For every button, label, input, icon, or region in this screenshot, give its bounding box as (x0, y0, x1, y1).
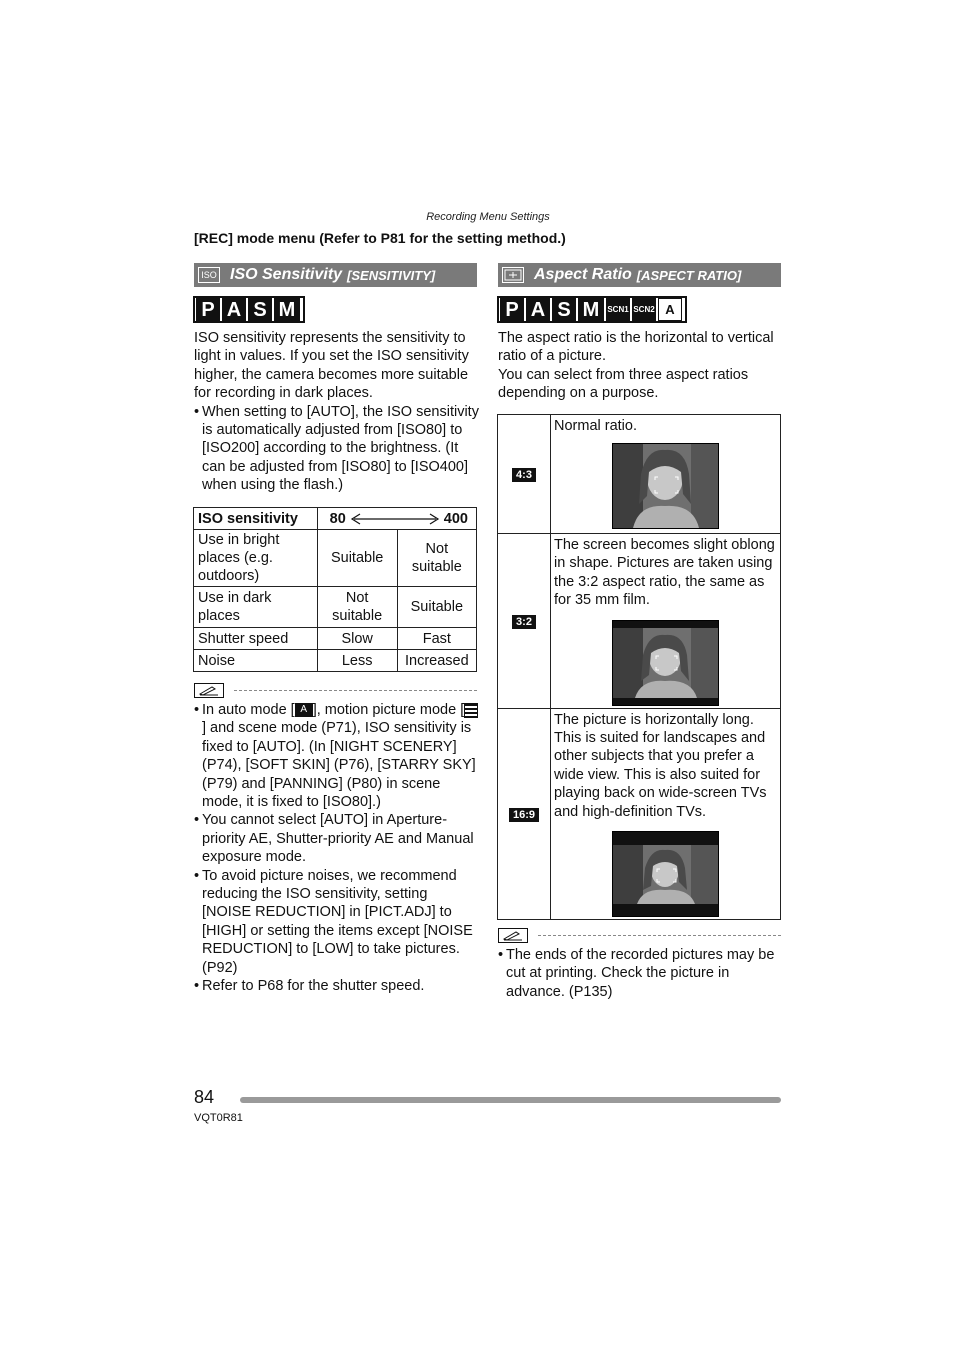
iso-head-high: 400 (443, 510, 468, 527)
iso-table-head-range (317, 508, 476, 530)
aspect-section-bar (498, 263, 781, 287)
iso-note-auto-mode (194, 701, 479, 811)
auto-mode-icon: A (658, 298, 682, 321)
auto-mode-icon: A (295, 703, 313, 717)
iso-row-label: Shutter speed (194, 628, 318, 650)
iso-row-high: Not suitable (397, 530, 476, 587)
mode-a-icon: A (222, 298, 246, 321)
table-row (194, 628, 477, 650)
aspect-ratio-icon (502, 267, 524, 283)
iso-row-low: Slow (317, 628, 397, 650)
iso-section-bar (194, 263, 477, 287)
iso-note-divider (194, 683, 477, 698)
scene2-icon: SCN2 (632, 298, 656, 321)
table-row (194, 650, 477, 672)
mode-p-icon: P (500, 298, 524, 321)
mode-s-icon: S (248, 298, 272, 321)
aspect-note: • The ends of the recorded pictures may be cut at printing. Check the picture in advance. (P135) (498, 946, 783, 1001)
aspect-mode-icons (497, 296, 687, 323)
footer-bar (240, 1097, 781, 1103)
iso-intro-block (194, 329, 479, 495)
iso-row-low: Less (317, 650, 397, 672)
iso-row-label: Use in dark places (194, 587, 318, 628)
iso-table (193, 507, 477, 672)
iso-row-low: Suitable (317, 530, 397, 587)
iso-icon: ISO (198, 267, 220, 283)
rec-menu-title: [REC] mode menu (Refer to P81 for the setting method.) (194, 230, 566, 246)
iso-row-high: Increased (397, 650, 476, 672)
table-row (194, 587, 477, 628)
aspect-subtitle: [ASPECT RATIO] (636, 267, 742, 283)
ratio-16-9-badge: 16:9 (509, 808, 539, 822)
scene1-icon: SCN1 (606, 298, 630, 321)
aspect-note-divider (498, 928, 781, 943)
note-text: In auto mode [ (202, 702, 295, 718)
mode-m-icon: M (274, 298, 300, 321)
iso-subtitle: [SENSITIVITY] (347, 267, 436, 283)
iso-row-high: Fast (397, 628, 476, 650)
aspect-notes (498, 946, 783, 1001)
mode-m-icon: M (578, 298, 604, 321)
iso-mode-icons (193, 296, 305, 323)
aspect-title: Aspect Ratio (534, 266, 632, 283)
iso-row-high: Suitable (397, 587, 476, 628)
iso-intro: ISO sensitivity represents the sensitivity to light in values. If you set the ISO sensitivity higher, the camera becomes more suitable for recording in dark places. (194, 330, 469, 402)
iso-head-low: 80 (329, 510, 346, 527)
aspect-table (497, 414, 781, 920)
iso-auto-bullet: • When setting to [AUTO], the ISO sensitivity is automatically adjusted from [ISO80] to [ISO200] according to the brightness. (It can be adjusted from [ISO80] to [ISO400] when using the flash.) (194, 403, 479, 495)
iso-notes (194, 701, 479, 996)
iso-row-label: Noise (194, 650, 318, 672)
sample-photo-16-9 (612, 831, 719, 917)
ratio-desc: The picture is horizontally long. This is suited for landscapes and other subjects that you prefer a wide view. This is also suited for playing back on wide-screen TVs and high-definition TVs. (554, 711, 767, 820)
iso-note-2: • You cannot select [AUTO] in Aperture-priority AE, Shutter-priority AE and Manual exposure mode. (194, 811, 479, 866)
motion-picture-icon (464, 703, 478, 718)
note-text: ], motion picture mode [ (312, 702, 465, 718)
note-memo-icon (194, 683, 224, 698)
table-row (498, 534, 781, 709)
iso-note-4: • Refer to P68 for the shutter speed. (194, 977, 479, 995)
aspect-intro-2: You can select from three aspect ratios depending on a purpose. (498, 366, 749, 402)
mode-a-icon: A (526, 298, 550, 321)
ratio-desc: Normal ratio. (554, 418, 637, 434)
iso-row-label: Use in bright places (e.g. outdoors) (194, 530, 318, 587)
mode-s-icon: S (552, 298, 576, 321)
note-text: ] and scene mode (P71), ISO sensitivity is fixed to [AUTO]. (In [NIGHT SCENERY] (P74), [SOFT SKIN] (P76), [STARRY SKY] (P79) and [PANNING] (P80) in scene mode, it is fixed to [ISO80].) (202, 720, 476, 811)
table-row (498, 415, 781, 534)
ratio-desc: The screen becomes slight oblong in shape. Pictures are taken using the 3:2 aspect ratio, the same as for 35 mm film. (554, 537, 775, 609)
note-memo-icon (498, 928, 528, 943)
sample-photo-4-3 (612, 443, 719, 529)
ratio-3-2-badge: 3:2 (512, 615, 536, 629)
ratio-4-3-badge: 4:3 (512, 468, 536, 482)
iso-table-head-label: ISO sensitivity (194, 508, 318, 530)
doc-code: VQT0R81 (194, 1112, 243, 1124)
iso-title: ISO Sensitivity (230, 266, 343, 283)
aspect-intro-block (498, 329, 783, 403)
table-row (194, 530, 477, 587)
mode-p-icon: P (196, 298, 220, 321)
table-row (498, 708, 781, 919)
aspect-intro-1: The aspect ratio is the horizontal to vertical ratio of a picture. (498, 330, 774, 365)
running-header: Recording Menu Settings (426, 211, 550, 223)
page-number: 84 (194, 1087, 215, 1107)
sample-photo-3-2 (612, 620, 719, 706)
double-arrow-icon (350, 513, 440, 525)
iso-row-low: Not suitable (317, 587, 397, 628)
iso-note-3: • To avoid picture noises, we recommend reducing the ISO sensitivity, setting [NOISE REDUCTION] in [PICT.ADJ] to [HIGH] or setting the items except [NOISE REDUCTION] to [LOW] to take pictures. (P92) (194, 867, 479, 977)
